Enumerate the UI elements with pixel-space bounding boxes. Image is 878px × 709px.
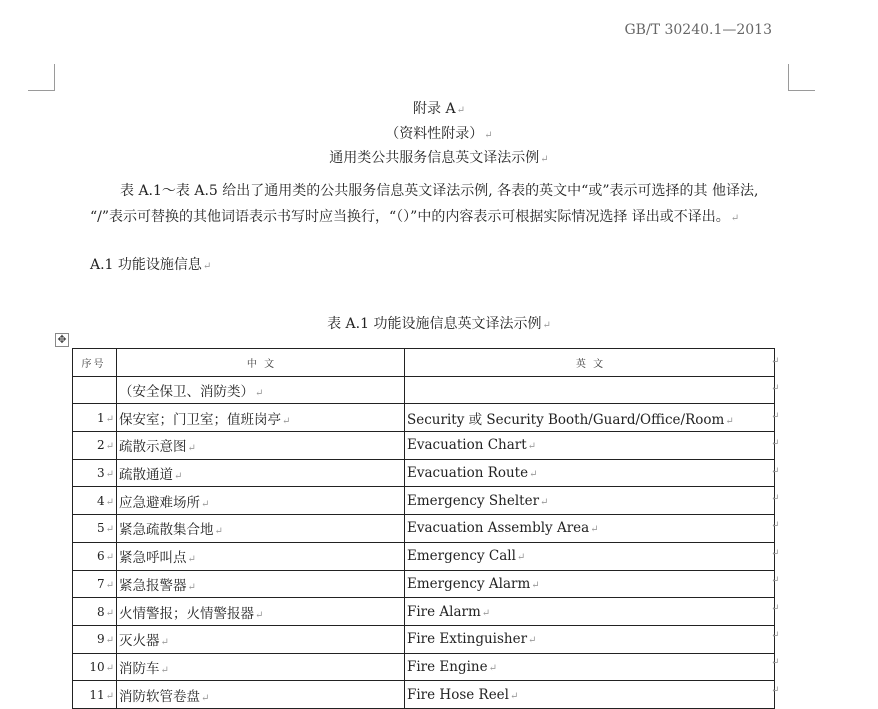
table-caption: 表 A.1 功能设施信息英文译法示例 xyxy=(327,316,542,332)
section-heading xyxy=(90,254,211,274)
end-of-row-mark: ↵ xyxy=(771,684,780,696)
english-term: Evacuation Assembly Area↵ xyxy=(405,515,775,543)
table-row xyxy=(73,459,775,487)
end-of-row-mark: ↵ xyxy=(771,438,780,450)
paragraph-mark: ↵ xyxy=(187,581,196,593)
translation-table xyxy=(72,348,775,709)
paragraph-mark: ↵ xyxy=(484,130,493,141)
category-english-cell xyxy=(405,376,775,404)
appendix-title-line xyxy=(0,98,878,118)
english-term: Evacuation Chart↵ xyxy=(405,432,775,460)
appendix-subtitle-line xyxy=(0,123,878,143)
chinese-term: 疏散示意图↵ xyxy=(117,432,405,460)
row-number: 11↵ xyxy=(73,681,117,709)
paragraph-mark: ↵ xyxy=(456,105,465,116)
paragraph-mark: ↵ xyxy=(255,609,264,621)
paragraph-mark: ↵ xyxy=(542,320,551,331)
paragraph-mark: ↵ xyxy=(202,261,212,272)
paragraph-mark: ↵ xyxy=(214,526,223,538)
intro-line-2: “/”表示可替换的其他词语表示书写时应当换行，“（）”中的内容表示可根据实际情况选择 译出或不译出。 xyxy=(90,209,730,225)
appendix-title: 附录 A xyxy=(413,101,456,117)
table-row xyxy=(73,681,775,709)
paragraph-mark: ↵ xyxy=(488,662,498,674)
row-number: 9↵ xyxy=(73,625,117,653)
table-row xyxy=(73,515,775,543)
paragraph-mark: ↵ xyxy=(187,554,196,566)
intro-paragraph xyxy=(90,178,790,232)
page-corner-mark-left xyxy=(28,64,55,91)
appendix-subtitle: （资料性附录） xyxy=(385,126,484,142)
chinese-term: 应急避难场所↵ xyxy=(117,487,405,515)
header-english: 英 文 xyxy=(405,349,775,377)
table-row xyxy=(73,542,775,570)
end-of-row-mark: ↵ xyxy=(771,657,780,669)
paragraph-mark: ↵ xyxy=(531,579,540,591)
table-row xyxy=(73,598,775,626)
end-of-row-mark: ↵ xyxy=(771,465,780,477)
english-term: Fire Extinguisher↵ xyxy=(405,625,775,653)
standard-code: GB/T 30240.1—2013 xyxy=(624,22,772,38)
page-corner-mark-right xyxy=(788,64,815,91)
english-term: Emergency Shelter↵ xyxy=(405,487,775,515)
english-term: Emergency Call↵ xyxy=(405,542,775,570)
header-chinese: 中 文 xyxy=(117,349,405,377)
end-of-row-mark: ↵ xyxy=(771,575,780,587)
section-title: A.1 功能设施信息 xyxy=(90,257,202,273)
category-label: （安全保卫、消防类） xyxy=(119,384,254,401)
paragraph-mark: ↵ xyxy=(201,498,210,510)
row-number: 2↵ xyxy=(73,432,117,460)
paragraph-mark: ↵ xyxy=(105,607,114,619)
english-term: Emergency Alarm↵ xyxy=(405,570,775,598)
paragraph-mark: ↵ xyxy=(725,415,734,427)
paragraph-mark: ↵ xyxy=(201,692,210,704)
paragraph-mark: ↵ xyxy=(730,213,740,224)
chinese-term: 保安室；门卫室；值班岗亭↵ xyxy=(117,404,405,432)
appendix-heading: 通用类公共服务信息英文译法示例 xyxy=(329,150,540,166)
category-number-cell xyxy=(73,376,117,404)
english-term: Fire Alarm↵ xyxy=(405,598,775,626)
row-number: 6↵ xyxy=(73,542,117,570)
paragraph-mark: ↵ xyxy=(105,635,114,647)
table-row xyxy=(73,432,775,460)
end-of-row-mark: ↵ xyxy=(771,410,780,422)
paragraph-mark: ↵ xyxy=(105,662,114,674)
chinese-term: 紧急报警器↵ xyxy=(117,570,405,598)
header-number: 序号 xyxy=(73,349,117,377)
paragraph-mark: ↵ xyxy=(516,552,526,564)
row-number: 7↵ xyxy=(73,570,117,598)
table-row xyxy=(73,653,775,681)
paragraph-mark: ↵ xyxy=(528,635,537,647)
paragraph-mark: ↵ xyxy=(160,664,169,676)
paragraph-mark: ↵ xyxy=(540,496,549,508)
paragraph-mark: ↵ xyxy=(160,637,169,649)
paragraph-mark: ↵ xyxy=(105,413,114,425)
row-number: 3↵ xyxy=(73,459,117,487)
category-row xyxy=(73,376,775,404)
paragraph-mark: ↵ xyxy=(282,415,291,427)
row-number: 8↵ xyxy=(73,598,117,626)
paragraph-mark: ↵ xyxy=(590,524,599,536)
paragraph-mark: ↵ xyxy=(540,154,549,165)
table-row xyxy=(73,625,775,653)
english-term: Security 或 Security Booth/Guard/Office/Room↵ xyxy=(405,404,775,432)
paragraph-mark: ↵ xyxy=(187,443,196,455)
chinese-term: 紧急疏散集合地↵ xyxy=(117,515,405,543)
table-header-row xyxy=(73,349,775,377)
paragraph-mark: ↵ xyxy=(510,690,519,702)
paragraph-mark: ↵ xyxy=(105,579,114,591)
row-number: 4↵ xyxy=(73,487,117,515)
paragraph-mark: ↵ xyxy=(105,552,114,564)
chinese-term: 紧急呼叫点↵ xyxy=(117,542,405,570)
paragraph-mark: ↵ xyxy=(527,441,537,453)
paragraph-mark: ↵ xyxy=(529,469,538,481)
english-term: Fire Hose Reel↵ xyxy=(405,681,775,709)
row-number: 5↵ xyxy=(73,515,117,543)
end-of-row-mark: ↵ xyxy=(771,602,780,614)
table-row xyxy=(73,404,775,432)
table-row xyxy=(73,487,775,515)
category-cell xyxy=(117,376,405,404)
chinese-term: 消防软管卷盘↵ xyxy=(117,681,405,709)
table-row xyxy=(73,570,775,598)
english-term: Fire Engine↵ xyxy=(405,653,775,681)
end-of-row-mark: ↵ xyxy=(771,493,780,504)
paragraph-mark: ↵ xyxy=(105,469,114,481)
paragraph-mark: ↵ xyxy=(105,690,114,702)
appendix-heading-line xyxy=(0,147,878,167)
end-of-row-mark: ↵ xyxy=(771,547,780,559)
paragraph-mark: ↵ xyxy=(174,471,183,483)
paragraph-mark: ↵ xyxy=(481,607,491,619)
chinese-term: 灭火器↵ xyxy=(117,625,405,653)
chinese-term: 火情警报；火情警报器↵ xyxy=(117,598,405,626)
english-term: Evacuation Route↵ xyxy=(405,459,775,487)
table-move-handle-icon[interactable]: ✥ xyxy=(55,333,69,347)
paragraph-mark: ↵ xyxy=(255,388,264,400)
chinese-term: 消防车↵ xyxy=(117,653,405,681)
row-number: 10↵ xyxy=(73,653,117,681)
table-caption-line xyxy=(0,313,878,333)
end-of-row-mark: ↵ xyxy=(771,630,780,641)
row-number: 1↵ xyxy=(73,404,117,432)
chinese-term: 疏散通道↵ xyxy=(117,459,405,487)
end-of-row-mark: ↵ xyxy=(771,383,780,395)
paragraph-mark: ↵ xyxy=(105,524,114,536)
end-of-row-mark: ↵ xyxy=(771,356,780,367)
paragraph-mark: ↵ xyxy=(105,441,114,453)
end-of-row-mark: ↵ xyxy=(771,520,780,532)
paragraph-mark: ↵ xyxy=(105,496,114,508)
intro-line-1: 表 A.1～表 A.5 给出了通用类的公共服务信息英文译法示例, 各表的英文中“或”表示可选择的其 他译法, xyxy=(120,183,759,199)
